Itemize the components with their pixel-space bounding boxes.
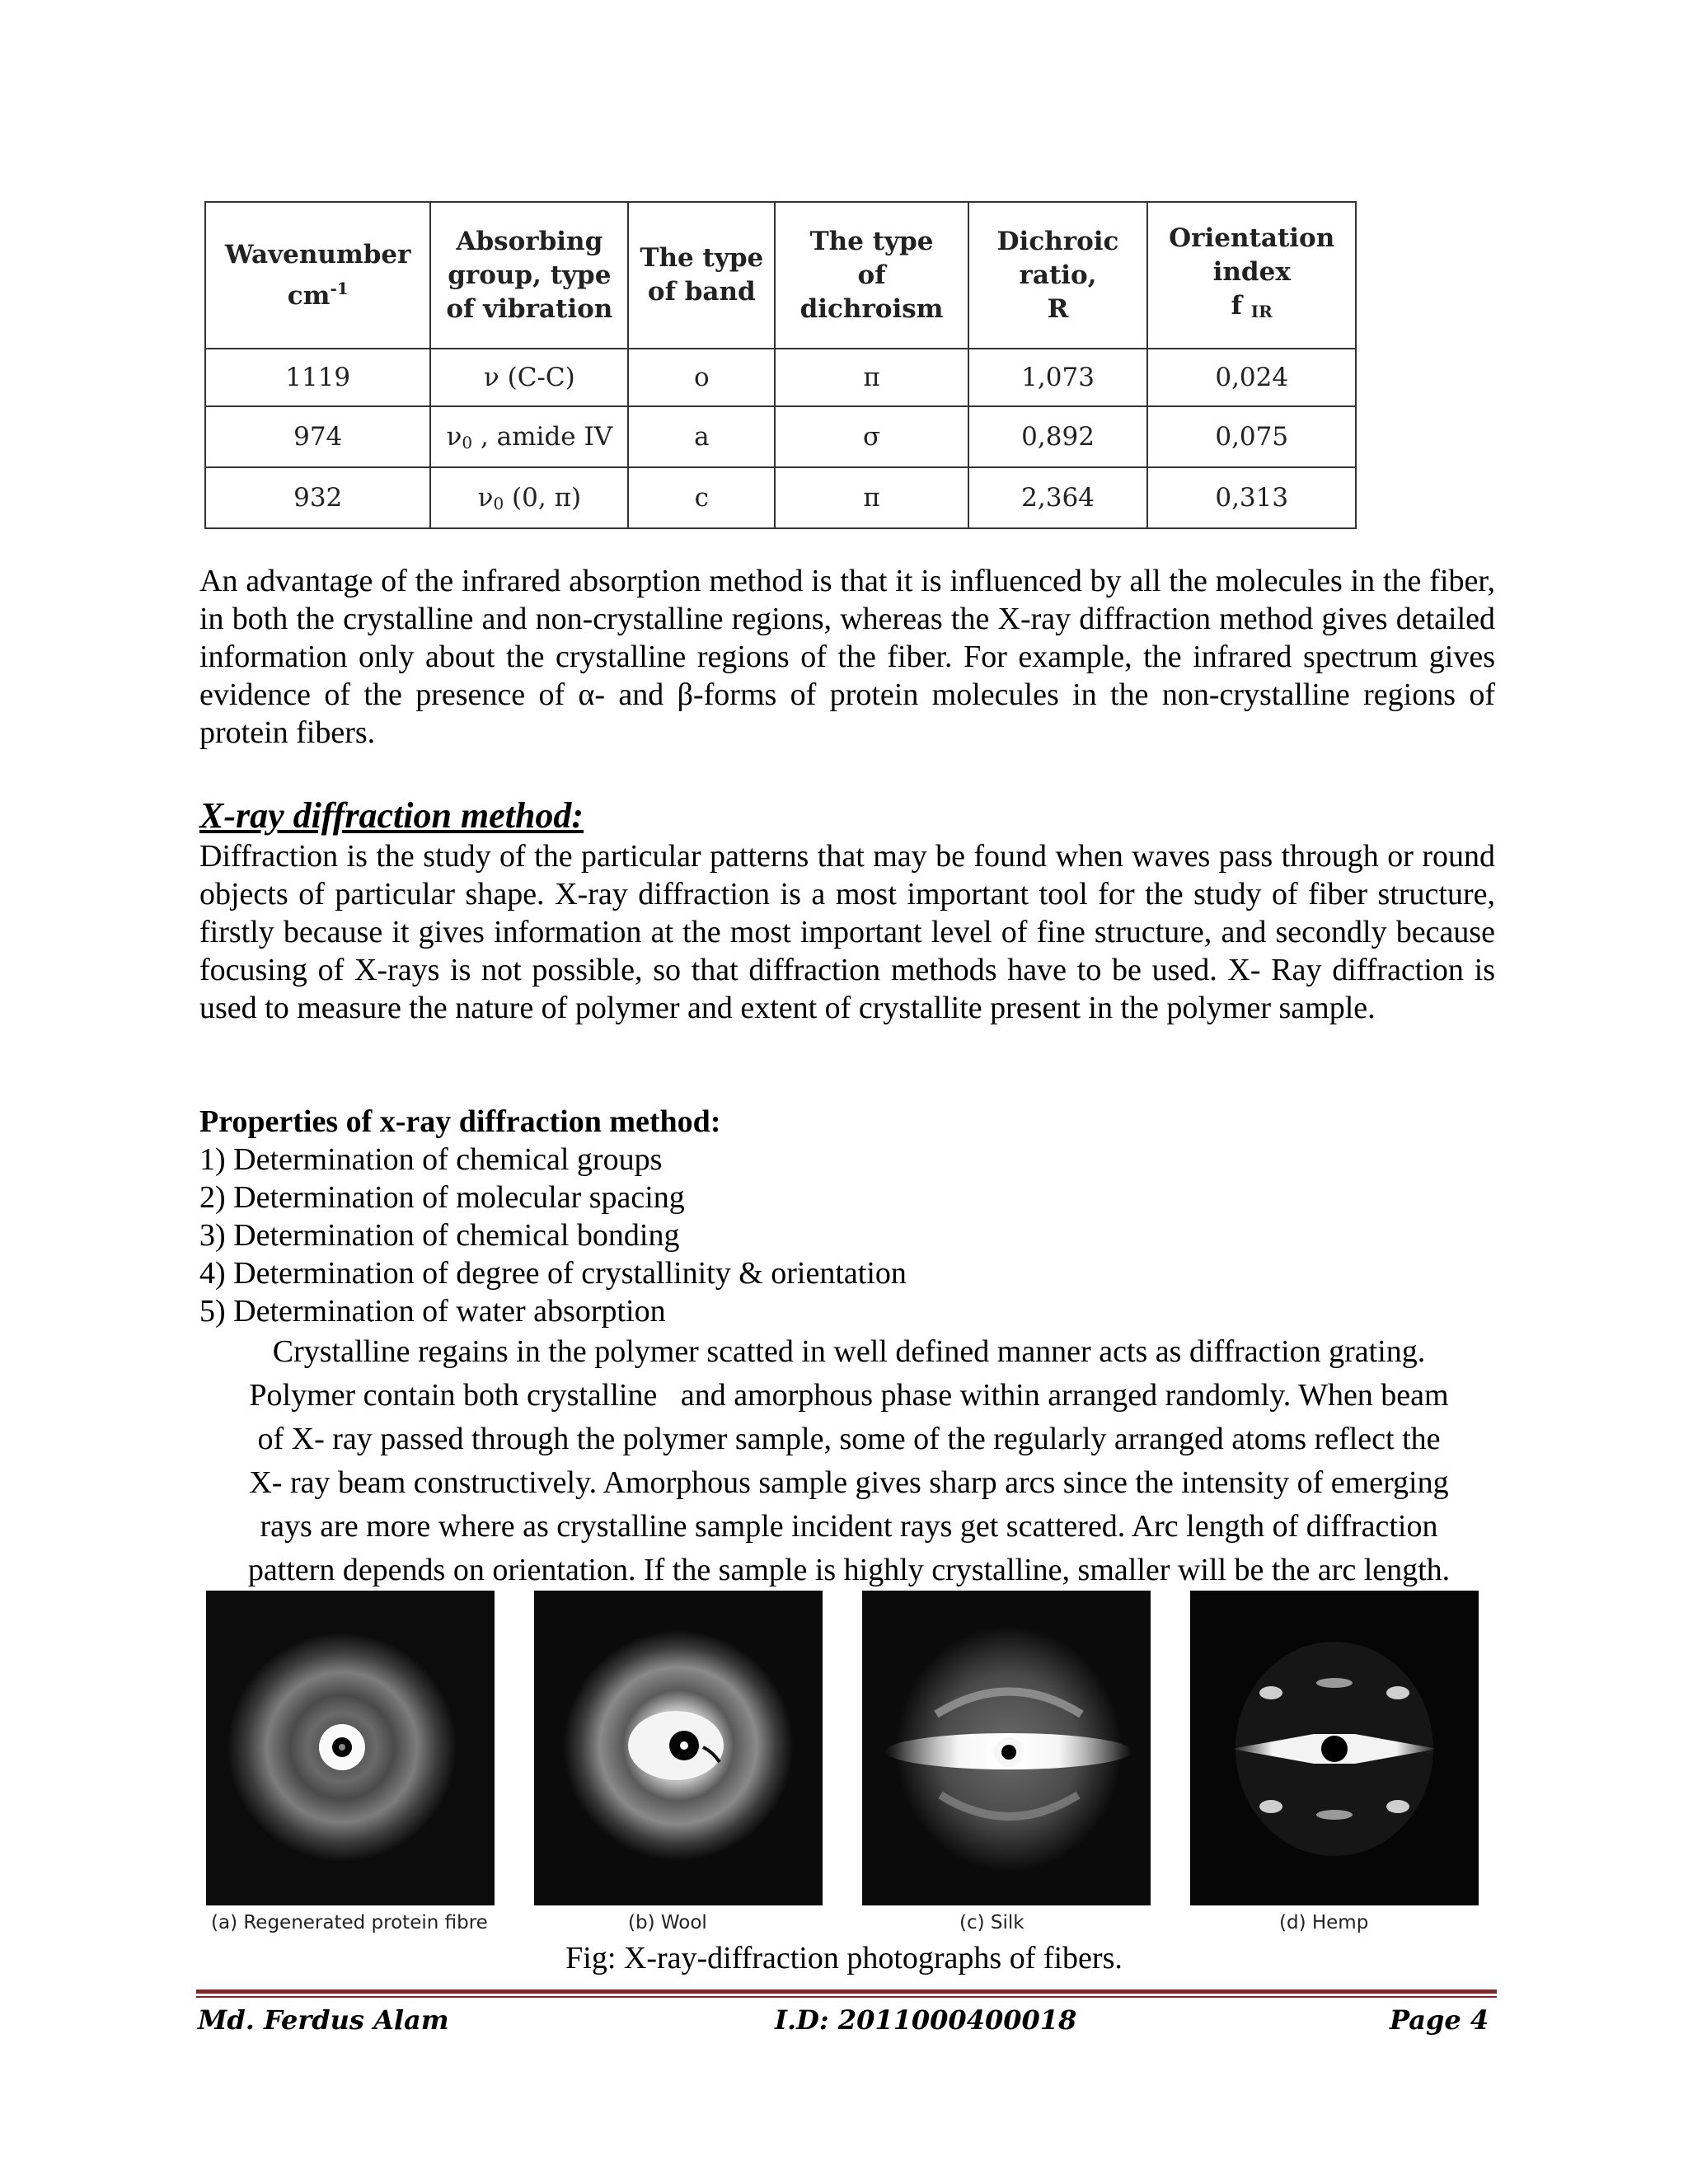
paragraph-crystallinity <box>198 1330 1500 1592</box>
header-band-l1: The type <box>640 243 764 273</box>
cell-index: 0,075 <box>1147 406 1356 467</box>
cell-group-symbol: ν <box>477 482 494 513</box>
header-ratio-l1: Dichroic <box>996 226 1119 256</box>
footer-author: Md. Ferdus Alam <box>198 2004 449 2036</box>
caption-hemp: (d) Hemp <box>1279 1912 1369 1933</box>
caption-regenerated-protein: (a) Regenerated protein fibre <box>211 1912 488 1933</box>
properties-list <box>199 1141 907 1330</box>
footer-rule-thin <box>196 1996 1497 1998</box>
list-item: 3) Determination of chemical bonding <box>199 1218 680 1253</box>
footer-page-number: Page 4 <box>1390 2004 1489 2036</box>
cell-band: a <box>628 406 775 467</box>
header-absorbing-l3: of vibration <box>446 293 613 324</box>
paragraph-ir-advantage: An advantage of the infrared absorption method is that it is influenced by all the molecules in the fiber, in both the crystalline and non-crystalline regions, whereas the X-ray diffraction method gives detailed information only about the crystalline regions of the fiber. For example, the infrared spectrum gives evidence of the presence of α- and β-forms of protein molecules in the non-crystalline regions of protein fibers. <box>199 564 1495 750</box>
cell-wavenumber: 974 <box>205 406 430 467</box>
header-wavenumber <box>205 202 430 349</box>
paragraph-line: of X- ray passed through the polymer sample, some of the regularly arranged atoms reflect the <box>257 1422 1441 1456</box>
cell-group-symbol: ν <box>446 421 462 452</box>
ir-dichroism-table <box>204 201 1357 529</box>
list-item: 5) Determination of water absorption <box>199 1294 666 1329</box>
cell-ratio: 1,073 <box>968 349 1148 406</box>
table-row <box>205 349 1356 406</box>
cell-group-rest: , amide IV <box>472 421 613 452</box>
header-wavenumber-sup: -1 <box>330 278 349 298</box>
header-dichroism-l2: of <box>857 260 886 290</box>
cell-group-sub: 0 <box>493 493 504 513</box>
paragraph-line: X- ray beam constructively. Amorphous sample gives sharp arcs since the intensity of emerging <box>249 1465 1449 1500</box>
header-dichroism-l1: The type <box>809 226 934 256</box>
cell-dichroism: σ <box>775 406 968 467</box>
cell-group: ν (C-C) <box>430 349 628 406</box>
paragraph-line: Crystalline regains in the polymer scatted in well defined manner acts as diffraction grating. <box>272 1334 1426 1369</box>
header-dichroic-ratio <box>968 202 1148 349</box>
cell-index: 0,024 <box>1147 349 1356 406</box>
section-heading-xray: X-ray diffraction method: <box>199 795 584 836</box>
paragraph-line: pattern depends on orientation. If the sample is highly crystalline, smaller will be the arc length. <box>247 1553 1451 1587</box>
header-ratio-l2: ratio, <box>1019 260 1097 290</box>
paragraph-line: rays are more where as crystalline sample incident rays get scattered. Arc length of diffraction <box>260 1509 1438 1544</box>
cell-wavenumber: 932 <box>205 467 430 528</box>
cell-ratio: 0,892 <box>968 406 1148 467</box>
cell-dichroism: π <box>775 349 968 406</box>
xray-photo-regenerated-protein <box>206 1591 495 1905</box>
header-orientation-l2: index <box>1212 257 1291 287</box>
header-absorbing-l2: group, type <box>448 260 612 290</box>
caption-silk: (c) Silk <box>959 1912 1025 1933</box>
header-absorbing-l1: Absorbing <box>456 226 603 256</box>
list-item: 1) Determination of chemical groups <box>199 1142 663 1177</box>
footer-id: I.D: 2011000400018 <box>775 2004 1077 2036</box>
header-band-l2: of band <box>647 277 756 307</box>
xray-photo-wool <box>534 1591 823 1905</box>
xray-photo-silk <box>862 1591 1151 1905</box>
header-orientation-sub: IR <box>1250 302 1273 321</box>
header-orientation-index <box>1147 202 1356 349</box>
cell-dichroism: π <box>775 467 968 528</box>
table-row <box>205 406 1356 467</box>
header-orientation-l3: f <box>1231 291 1242 321</box>
cell-group-rest: (0, π) <box>504 482 582 513</box>
header-dichroism-l3: dichroism <box>799 293 944 324</box>
cell-ratio: 2,364 <box>968 467 1148 528</box>
figure-caption: Fig: X-ray-diffraction photographs of fibers. <box>565 1941 1123 1975</box>
table-header-row <box>205 202 1356 349</box>
cell-index: 0,313 <box>1147 467 1356 528</box>
cell-band: c <box>628 467 775 528</box>
cell-band: o <box>628 349 775 406</box>
cell-group <box>430 406 628 467</box>
caption-wool: (b) Wool <box>628 1912 707 1933</box>
xray-photo-hemp <box>1190 1591 1479 1905</box>
header-dichroism-type <box>775 202 968 349</box>
header-orientation-l1: Orientation <box>1169 223 1335 253</box>
paragraph-diffraction: Diffraction is the study of the particular patterns that may be found when waves pass through or round objects of particular shape. X-ray diffraction is a most important tool for the study of fiber structure, firstly because it gives information at the most important level of fine structure, and secondly because focusing of X-rays is not possible, so that diffraction methods have to be used. X- Ray diffraction is used to measure the nature of polymer and extent of crystallite present in the polymer sample. <box>199 839 1495 1025</box>
header-ratio-l3: R <box>1047 293 1069 324</box>
cell-group <box>430 467 628 528</box>
properties-heading: Properties of x-ray diffraction method: <box>199 1104 721 1139</box>
header-wavenumber-text: Wavenumber <box>224 239 411 269</box>
list-item: 4) Determination of degree of crystallinity & orientation <box>199 1256 907 1291</box>
header-wavenumber-unit: cm <box>287 280 331 311</box>
footer-rule <box>196 1990 1497 1994</box>
header-absorbing-group <box>430 202 628 349</box>
cell-wavenumber: 1119 <box>205 349 430 406</box>
table-row <box>205 467 1356 528</box>
header-band-type <box>628 202 775 349</box>
list-item: 2) Determination of molecular spacing <box>199 1180 685 1215</box>
paragraph-line: Polymer contain both crystalline and amorphous phase within arranged randomly. When beam <box>249 1378 1449 1413</box>
cell-group-sub: 0 <box>462 432 473 452</box>
